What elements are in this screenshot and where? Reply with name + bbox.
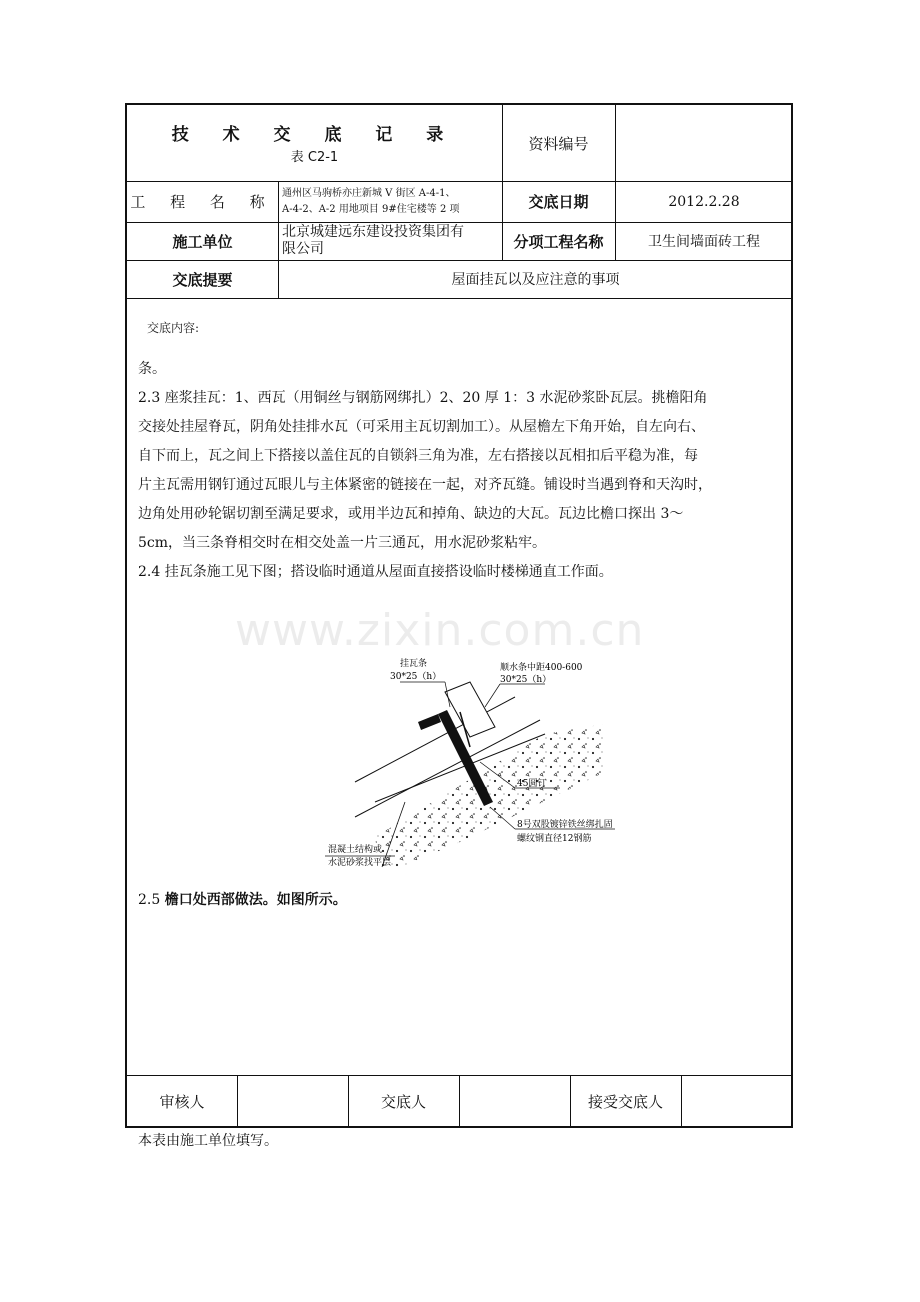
form-title-block — [127, 117, 502, 147]
doc-no-value — [615, 105, 793, 181]
sub-project-label: 分项工程名称 — [513, 232, 604, 251]
paragraph: 2.4 挂瓦条施工见下图；搭设临时通道从屋面直接搭设临时楼梯通直工作面。 — [138, 564, 613, 580]
diagram-label: 混凝土结构或 — [328, 845, 383, 855]
paragraph-prefix: 2.5 — [138, 892, 165, 908]
footnote: 本表由施工单位填写。 — [138, 1133, 278, 1149]
form-number: 表 C2-1 — [290, 149, 339, 165]
project-name-value — [278, 181, 502, 222]
diagram-label: 水泥砂浆找平层 — [328, 858, 392, 868]
date-value: 2012.2.28 — [668, 193, 740, 210]
watermark: www.zixin.com.cn — [235, 605, 645, 656]
diagram-label: 8号双股镀锌铁丝绑扎固 — [517, 820, 613, 830]
tile-batten-diagram — [310, 652, 630, 874]
unit-label: 施工单位 — [172, 232, 233, 251]
paragraph-2-5 — [138, 886, 783, 915]
paragraph: 交接处挂屋脊瓦，阴角处挂排水瓦（可采用主瓦切割加工）。从屋檐左下角开始，自左向右、 — [138, 419, 705, 435]
concrete-layer — [375, 724, 605, 867]
discloser-value — [459, 1075, 570, 1128]
project-name-label: 工 程 名 称 — [130, 193, 275, 211]
reviewer-label: 审核人 — [159, 1093, 205, 1111]
diagram-label: 45圆钉 — [517, 779, 547, 789]
diagram-label: 30*25（h） — [390, 672, 442, 682]
paragraph: 自下而上，瓦之间上下搭接以盖住瓦的自锁斜三角为准，左右搭接以瓦相扣后平稳为准，每 — [138, 448, 698, 464]
batten-hook — [418, 714, 441, 730]
paragraph-bold: 檐口处西部做法。如图所示。 — [164, 892, 347, 908]
unit-value-line-2: 限公司 — [282, 241, 324, 257]
paragraph: 5cm，当三条脊相交时在相交处盖一片三通瓦，用水泥砂浆粘牢。 — [138, 535, 547, 551]
receiver-label: 接受交底人 — [587, 1093, 663, 1111]
content-label: 交底内容: — [147, 321, 200, 335]
diagram-label: 螺纹钢直径12钢筋 — [517, 834, 592, 844]
diagram-label: 30*25（h） — [500, 675, 552, 685]
receiver-value — [681, 1075, 793, 1128]
sub-project-value: 卫生间墙面砖工程 — [648, 234, 760, 250]
form-title: 技 术 交 底 记 录 — [171, 124, 458, 145]
unit-value-line-1: 北京城建远东建设投资集团有 — [282, 224, 464, 240]
form-frame — [125, 103, 793, 1128]
row-divider — [127, 298, 791, 299]
content-body — [138, 355, 783, 587]
summary-label: 交底提要 — [172, 270, 233, 289]
paragraph: 2.3 座浆挂瓦：1、西瓦（用铜丝与钢筋网绑扎）2、20 厚 1：3 水泥砂浆卧瓦层。挑檐阳角 — [138, 390, 708, 406]
summary-value: 屋面挂瓦以及应注意的事项 — [451, 272, 620, 288]
leader-line — [485, 684, 500, 707]
reviewer-value — [237, 1075, 348, 1128]
unit-value — [278, 222, 502, 260]
project-name-line-2: A-4-2、A-2 用地项目 9#住宅楼等 2 项 — [282, 203, 460, 215]
paragraph: 条。 — [138, 361, 166, 377]
diagram-label: 挂瓦条 — [400, 659, 428, 669]
discloser-label: 交底人 — [380, 1093, 426, 1111]
paragraph: 片主瓦需用钢钉通过瓦眼儿与主体紧密的链接在一起，对齐瓦缝。铺设时当遇到脊和天沟时， — [138, 477, 712, 493]
paragraph: 边角处用砂轮锯切割至满足要求，或用半边瓦和掉角、缺边的大瓦。瓦边比檐口探出 3～ — [138, 506, 684, 522]
project-name-line-1: 通州区马驹桥亦庄新城 V 街区 A-4-1、 — [282, 187, 456, 199]
doc-no-label: 资料编号 — [528, 134, 589, 153]
diagram-label: 顺水条中距400-600 — [500, 663, 583, 673]
date-label: 交底日期 — [528, 193, 589, 211]
